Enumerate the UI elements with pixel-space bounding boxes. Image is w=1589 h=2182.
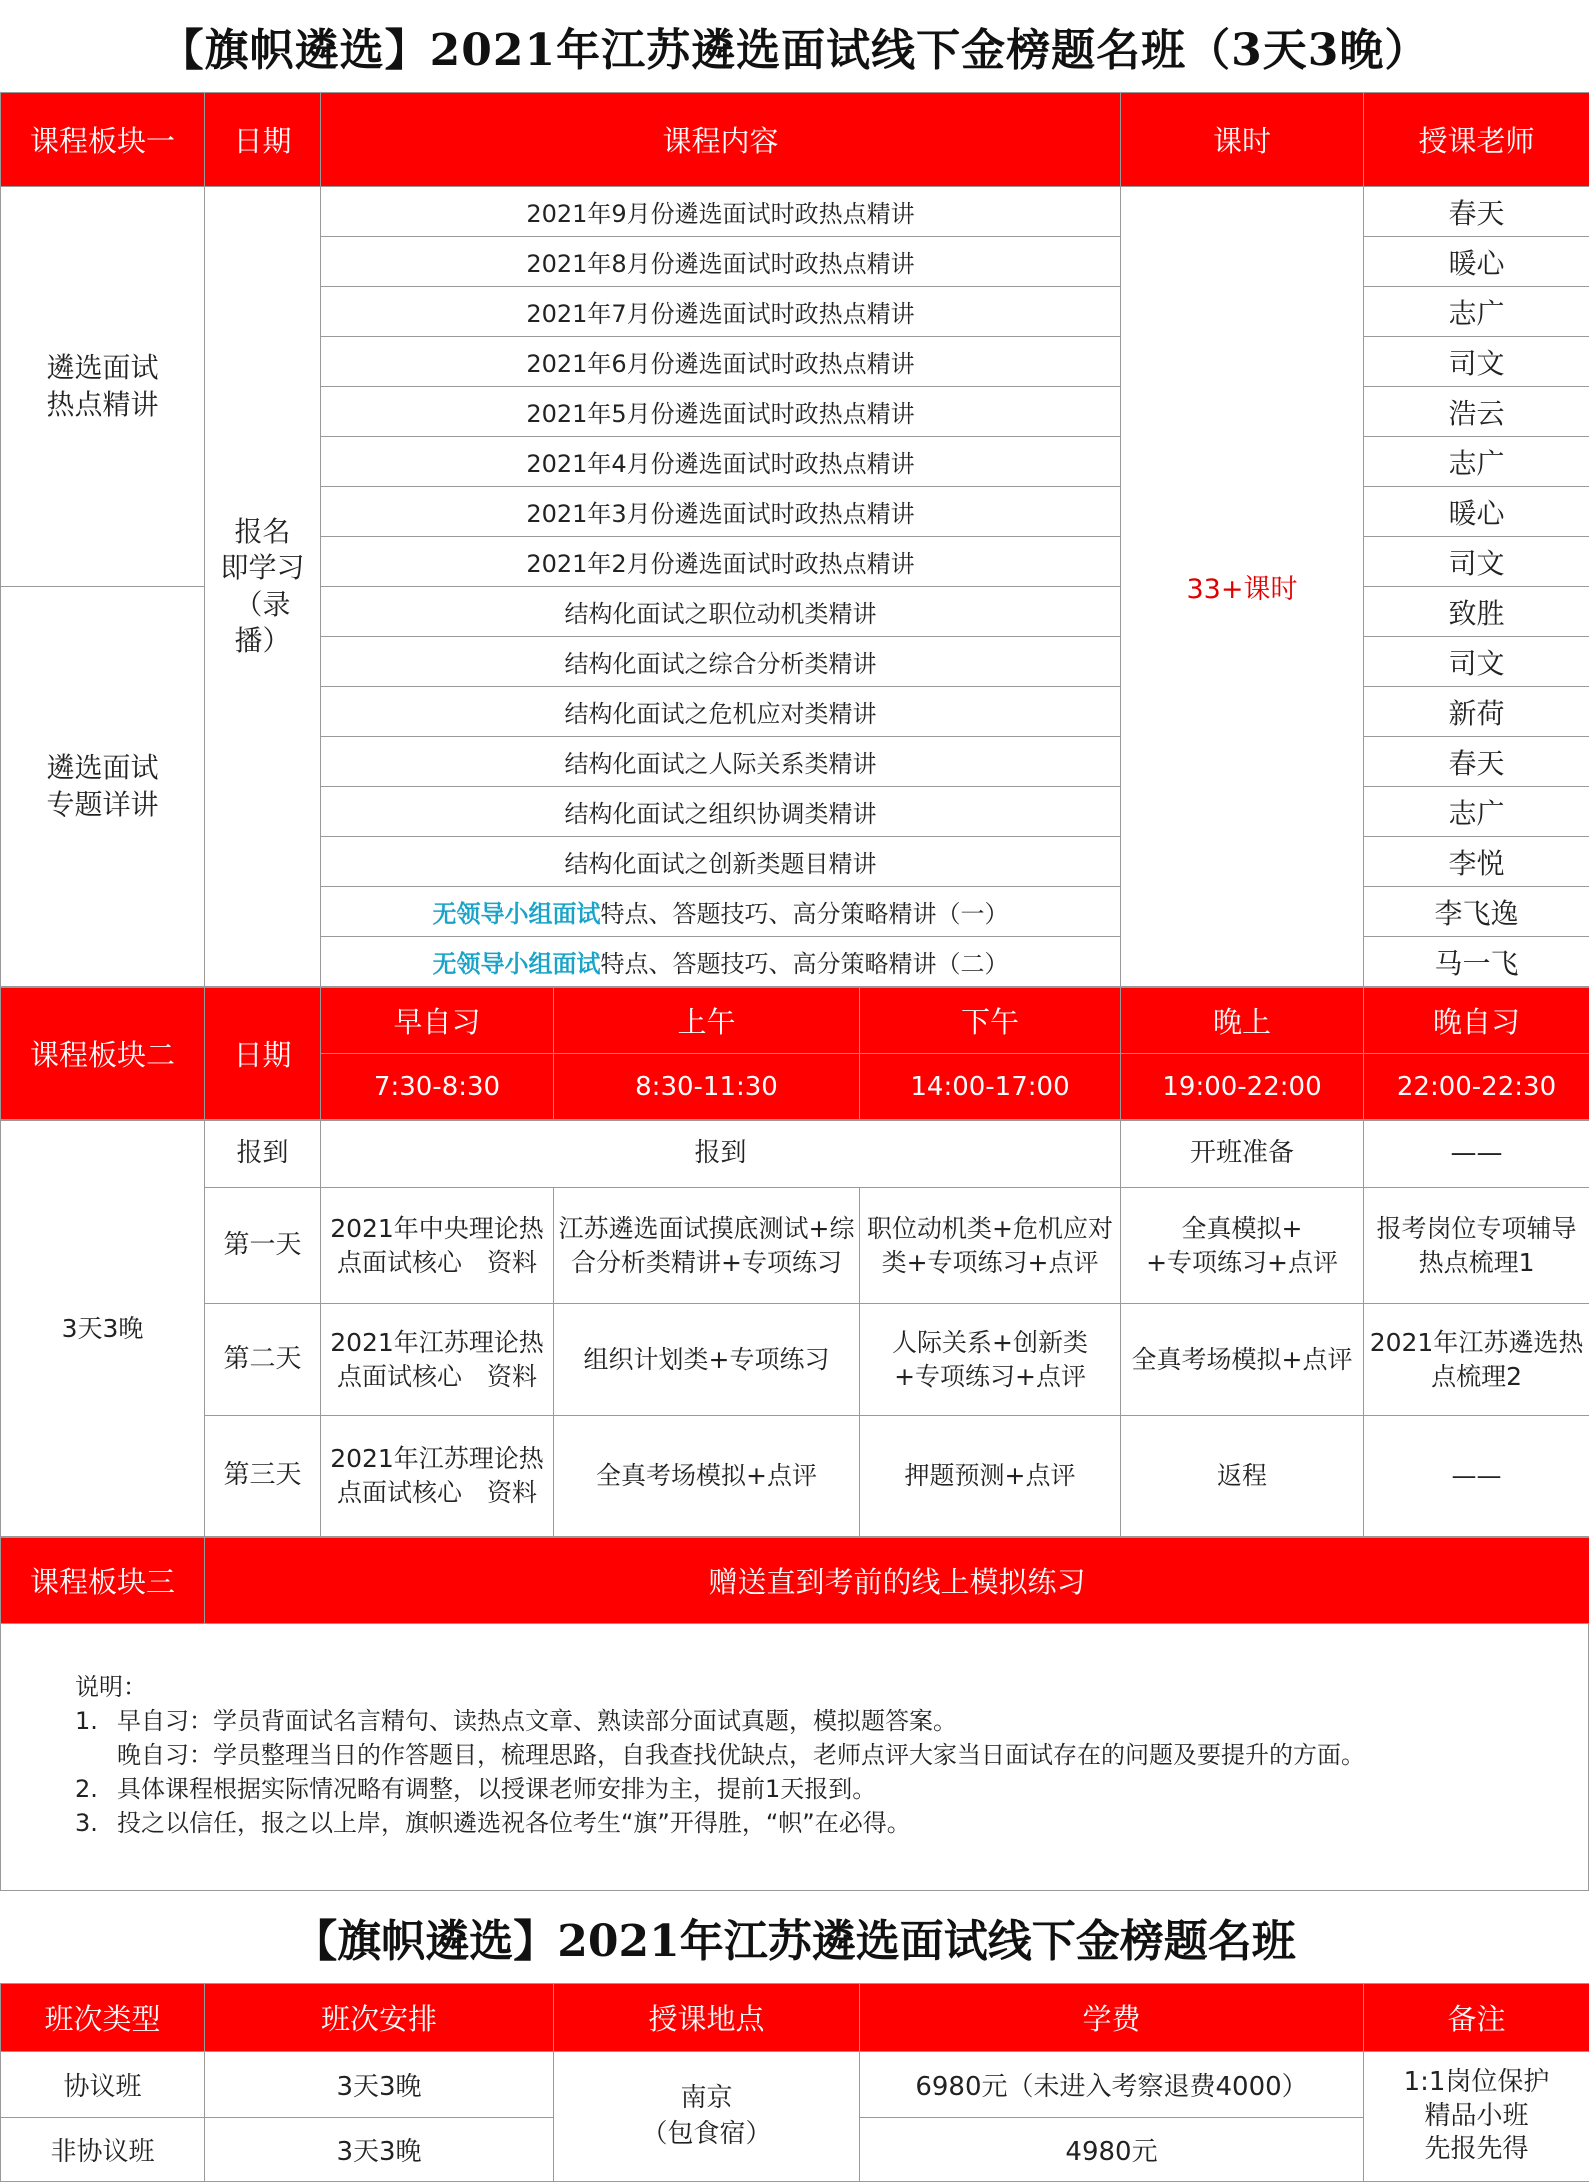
evening-cell: 全真模拟+ +专项练习+点评 <box>1121 1188 1364 1304</box>
note-item: 晚自习：学员整理当日的作答题目，梳理思路，自我查找优缺点，老师点评大家当日面试存在的问题及要提升的方面。 <box>75 1738 1588 1772</box>
note-item: 3. 投之以信任，报之以上岸，旗帜遴选祝各位考生“旗”开得胜，“帜”在必得。 <box>75 1806 1588 1840</box>
teacher: 暖心 <box>1364 487 1589 537</box>
teacher: 新荷 <box>1364 687 1589 737</box>
afternoon-cell: 职位动机类+危机应对类+专项练习+点评 <box>860 1188 1121 1304</box>
header-block: 课程板块一 <box>1 93 205 187</box>
note-item: 1. 早自习：学员背面试名言精句、读热点文章、熟读部分面试真题，模拟题答案。 <box>75 1704 1588 1738</box>
header-date: 日期 <box>205 93 321 187</box>
page-title: 【旗帜遴选】2021年江苏遴选面试线下金榜题名班（3天3晚） <box>0 0 1589 92</box>
teacher: 志广 <box>1364 787 1589 837</box>
period-early: 早自习 <box>321 988 554 1054</box>
teacher: 暖心 <box>1364 237 1589 287</box>
afternoon-cell: 押题预测+点评 <box>860 1416 1121 1537</box>
teacher: 司文 <box>1364 537 1589 587</box>
class-note: 1:1岗位保护 精品小班 先报先得 <box>1364 2052 1589 2182</box>
fee-header-note: 备注 <box>1364 1984 1589 2052</box>
teacher: 司文 <box>1364 337 1589 387</box>
period-morning: 上午 <box>554 988 860 1054</box>
course-content: 结构化面试之组织协调类精讲 <box>321 787 1121 837</box>
class-fee: 6980元（未进入考察退费4000） <box>860 2052 1364 2118</box>
early-cell: 2021年江苏理论热点面试核心 资料 <box>321 1304 554 1416</box>
teacher: 致胜 <box>1364 587 1589 637</box>
day-label: 报到 <box>205 1121 321 1188</box>
fee-header-schedule: 班次安排 <box>205 1984 554 2052</box>
highlight-text: 无领导小组面试 <box>433 900 601 928</box>
header-hours: 课时 <box>1121 93 1364 187</box>
fee-table <box>0 1983 1589 2182</box>
section2-date-label: 日期 <box>205 988 321 1120</box>
day-label: 第三天 <box>205 1416 321 1537</box>
course-content: 2021年3月份遴选面试时政热点精讲 <box>321 487 1121 537</box>
block-three-content: 赠送直到考前的线上模拟练习 <box>205 1538 1589 1624</box>
late-cell: 2021年江苏遴选热点梳理2 <box>1364 1304 1589 1416</box>
period-afternoon: 下午 <box>860 988 1121 1054</box>
late-cell: 报考岗位专项辅导热点梳理1 <box>1364 1188 1589 1304</box>
evening-cell: 全真考场模拟+点评 <box>1121 1304 1364 1416</box>
course-content: 结构化面试之创新类题目精讲 <box>321 837 1121 887</box>
section3-row <box>1 1538 1589 1624</box>
schedule-row <box>1 1188 1589 1304</box>
teacher: 李飞逸 <box>1364 887 1589 937</box>
teacher: 春天 <box>1364 737 1589 787</box>
class-location: 南京 （包食宿） <box>554 2052 860 2182</box>
class-type: 协议班 <box>1 2052 205 2118</box>
duration-label: 3天3晚 <box>1 1121 205 1537</box>
time-evening: 19:00-22:00 <box>1121 1054 1364 1120</box>
course-content: 2021年6月份遴选面试时政热点精讲 <box>321 337 1121 387</box>
time-morning: 8:30-11:30 <box>554 1054 860 1120</box>
course-content: 2021年8月份遴选面试时政热点精讲 <box>321 237 1121 287</box>
period-evening: 晚上 <box>1121 988 1364 1054</box>
course-content: 2021年2月份遴选面试时政热点精讲 <box>321 537 1121 587</box>
teacher: 李悦 <box>1364 837 1589 887</box>
block-two-label: 课程板块二 <box>1 988 205 1120</box>
block-hot-topics: 遴选面试 热点精讲 <box>1 187 205 587</box>
time-early: 7:30-8:30 <box>321 1054 554 1120</box>
fee-header-location: 授课地点 <box>554 1984 860 2052</box>
course-content: 结构化面试之人际关系类精讲 <box>321 737 1121 787</box>
block-three-label: 课程板块三 <box>1 1538 205 1624</box>
teacher: 司文 <box>1364 637 1589 687</box>
fee-table-title: 【旗帜遴选】2021年江苏遴选面试线下金榜题名班 <box>0 1891 1589 1983</box>
course-content: 结构化面试之综合分析类精讲 <box>321 637 1121 687</box>
course-table-3 <box>0 1537 1589 1624</box>
table-row <box>1 2052 1589 2118</box>
fee-header-fee: 学费 <box>860 1984 1364 2052</box>
note-item: 2. 具体课程根据实际情况略有调整，以授课老师安排为主，提前1天报到。 <box>75 1772 1588 1806</box>
course-table-1 <box>0 92 1589 987</box>
section2-period-row <box>1 988 1589 1054</box>
header-teacher: 授课老师 <box>1364 93 1589 187</box>
fee-header-type: 班次类型 <box>1 1984 205 2052</box>
early-cell: 2021年江苏理论热点面试核心 资料 <box>321 1416 554 1537</box>
class-schedule: 3天3晚 <box>205 2118 554 2182</box>
table-row <box>1 187 1589 237</box>
course-content: 2021年4月份遴选面试时政热点精讲 <box>321 437 1121 487</box>
schedule-row-checkin <box>1 1121 1589 1188</box>
notes-heading: 说明： <box>75 1670 1588 1704</box>
class-schedule: 3天3晚 <box>205 2052 554 2118</box>
schedule-row <box>1 1304 1589 1416</box>
class-fee: 4980元 <box>860 2118 1364 2182</box>
late-cell: —— <box>1364 1121 1589 1188</box>
course-content: 无领导小组面试特点、答题技巧、高分策略精讲（二） <box>321 937 1121 987</box>
notes-panel <box>0 1624 1589 1891</box>
late-cell: —— <box>1364 1416 1589 1537</box>
course-table-2 <box>0 987 1589 1120</box>
fee-header-row <box>1 1984 1589 2052</box>
period-late: 晚自习 <box>1364 988 1589 1054</box>
checkin-cell: 报到 <box>321 1121 1121 1188</box>
course-content: 结构化面试之危机应对类精讲 <box>321 687 1121 737</box>
morning-cell: 全真考场模拟+点评 <box>554 1416 860 1537</box>
block-special-topics: 遴选面试 专题详讲 <box>1 587 205 987</box>
schedule-table <box>0 1120 1589 1537</box>
teacher: 浩云 <box>1364 387 1589 437</box>
time-late: 22:00-22:30 <box>1364 1054 1589 1120</box>
evening-cell: 返程 <box>1121 1416 1364 1537</box>
morning-cell: 组织计划类+专项练习 <box>554 1304 860 1416</box>
teacher: 马一飞 <box>1364 937 1589 987</box>
teacher: 志广 <box>1364 437 1589 487</box>
date-enroll: 报名 即学习 （录 播） <box>205 187 321 987</box>
day-label: 第一天 <box>205 1188 321 1304</box>
class-type: 非协议班 <box>1 2118 205 2182</box>
course-content: 无领导小组面试特点、答题技巧、高分策略精讲（一） <box>321 887 1121 937</box>
evening-cell: 开班准备 <box>1121 1121 1364 1188</box>
course-content: 2021年9月份遴选面试时政热点精讲 <box>321 187 1121 237</box>
early-cell: 2021年中央理论热点面试核心 资料 <box>321 1188 554 1304</box>
schedule-row <box>1 1416 1589 1537</box>
highlight-text: 无领导小组面试 <box>433 950 601 978</box>
course-hours: 33+课时 <box>1121 187 1364 987</box>
course-content: 结构化面试之职位动机类精讲 <box>321 587 1121 637</box>
morning-cell: 江苏遴选面试摸底测试+综合分析类精讲+专项练习 <box>554 1188 860 1304</box>
header-content: 课程内容 <box>321 93 1121 187</box>
course-content: 2021年5月份遴选面试时政热点精讲 <box>321 387 1121 437</box>
course-content: 2021年7月份遴选面试时政热点精讲 <box>321 287 1121 337</box>
time-afternoon: 14:00-17:00 <box>860 1054 1121 1120</box>
teacher: 春天 <box>1364 187 1589 237</box>
day-label: 第二天 <box>205 1304 321 1416</box>
afternoon-cell: 人际关系+创新类 +专项练习+点评 <box>860 1304 1121 1416</box>
section1-header-row <box>1 93 1589 187</box>
teacher: 志广 <box>1364 287 1589 337</box>
